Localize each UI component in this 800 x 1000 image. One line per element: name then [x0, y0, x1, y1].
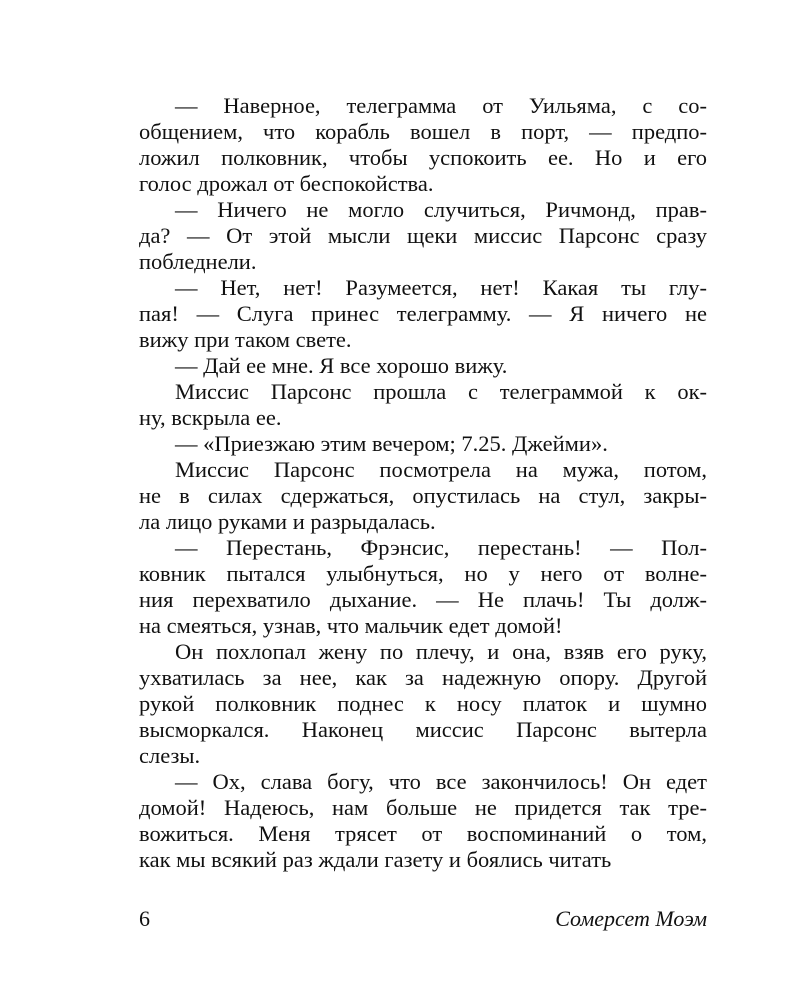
text-line: — Перестань, Фрэнсис, перестань! — Пол-	[175, 535, 707, 560]
text-line: Он похлопал жену по плечу, и она, взяв его руку,	[175, 639, 707, 664]
page-number: 6	[139, 906, 150, 931]
page-footer	[139, 906, 707, 936]
paragraph	[139, 197, 707, 275]
text-line: — Ничего не могло случиться, Ричмонд, прав-	[175, 197, 707, 222]
text-line: рукой полковник поднес к носу платок и шумно	[139, 691, 707, 716]
paragraph	[139, 535, 707, 639]
text-line: слезы.	[139, 743, 201, 768]
paragraph	[139, 353, 707, 379]
text-line: побледнели.	[139, 249, 257, 274]
text-line: голос дрожал от беспокойства.	[139, 171, 434, 196]
text-line: да? — От этой мысли щеки миссис Парсонс сразу	[139, 223, 707, 248]
paragraph	[139, 275, 707, 353]
text-line: ухватилась за нее, как за надежную опору. Другой	[139, 665, 707, 690]
text-line: — Наверное, телеграмма от Уильяма, с со-	[175, 93, 707, 118]
text-line: Миссис Парсонс прошла с телеграммой к ок-	[175, 379, 707, 404]
body-text	[139, 93, 707, 873]
paragraph	[139, 769, 707, 873]
text-line: ложил полковник, чтобы успокоить ее. Но и его	[139, 145, 707, 170]
text-line: ну, вскрыла ее.	[139, 405, 282, 430]
text-line: вожиться. Меня трясет от воспоминаний о том,	[139, 821, 707, 846]
text-line: — Дай ее мне. Я все хорошо вижу.	[175, 353, 508, 378]
text-line: высморкался. Наконец миссис Парсонс вытерла	[139, 717, 707, 742]
paragraph	[139, 431, 707, 457]
text-line: ла лицо руками и разрыдалась.	[139, 509, 436, 534]
text-line: ковник пытался улыбнуться, но у него от волне-	[139, 561, 707, 586]
text-line: — Ох, слава богу, что все закончилось! Он едет	[175, 769, 707, 794]
text-line: как мы всякий раз ждали газету и боялись читать	[139, 847, 612, 872]
text-line: не в силах сдержаться, опустилась на стул, закры-	[139, 483, 707, 508]
text-line: домой! Надеюсь, нам больше не придется так тре-	[139, 795, 707, 820]
paragraph	[139, 457, 707, 535]
text-line: вижу при таком свете.	[139, 327, 352, 352]
text-line: общением, что корабль вошел в порт, — предпо-	[139, 119, 707, 144]
text-line: Миссис Парсонс посмотрела на мужа, потом,	[175, 457, 707, 482]
text-line: на смеяться, узнав, что мальчик едет домой!	[139, 613, 563, 638]
paragraph	[139, 93, 707, 197]
text-line: пая! — Слуга принес телеграмму. — Я ничего не	[139, 301, 707, 326]
running-title: Сомерсет Моэм	[555, 906, 707, 931]
text-line: — Нет, нет! Разумеется, нет! Какая ты глу-	[175, 275, 707, 300]
text-line: ния перехватило дыхание. — Не плачь! Ты долж-	[139, 587, 707, 612]
paragraph	[139, 639, 707, 769]
text-line: — «Приезжаю этим вечером; 7.25. Джейми».	[175, 431, 608, 456]
paragraph	[139, 379, 707, 431]
